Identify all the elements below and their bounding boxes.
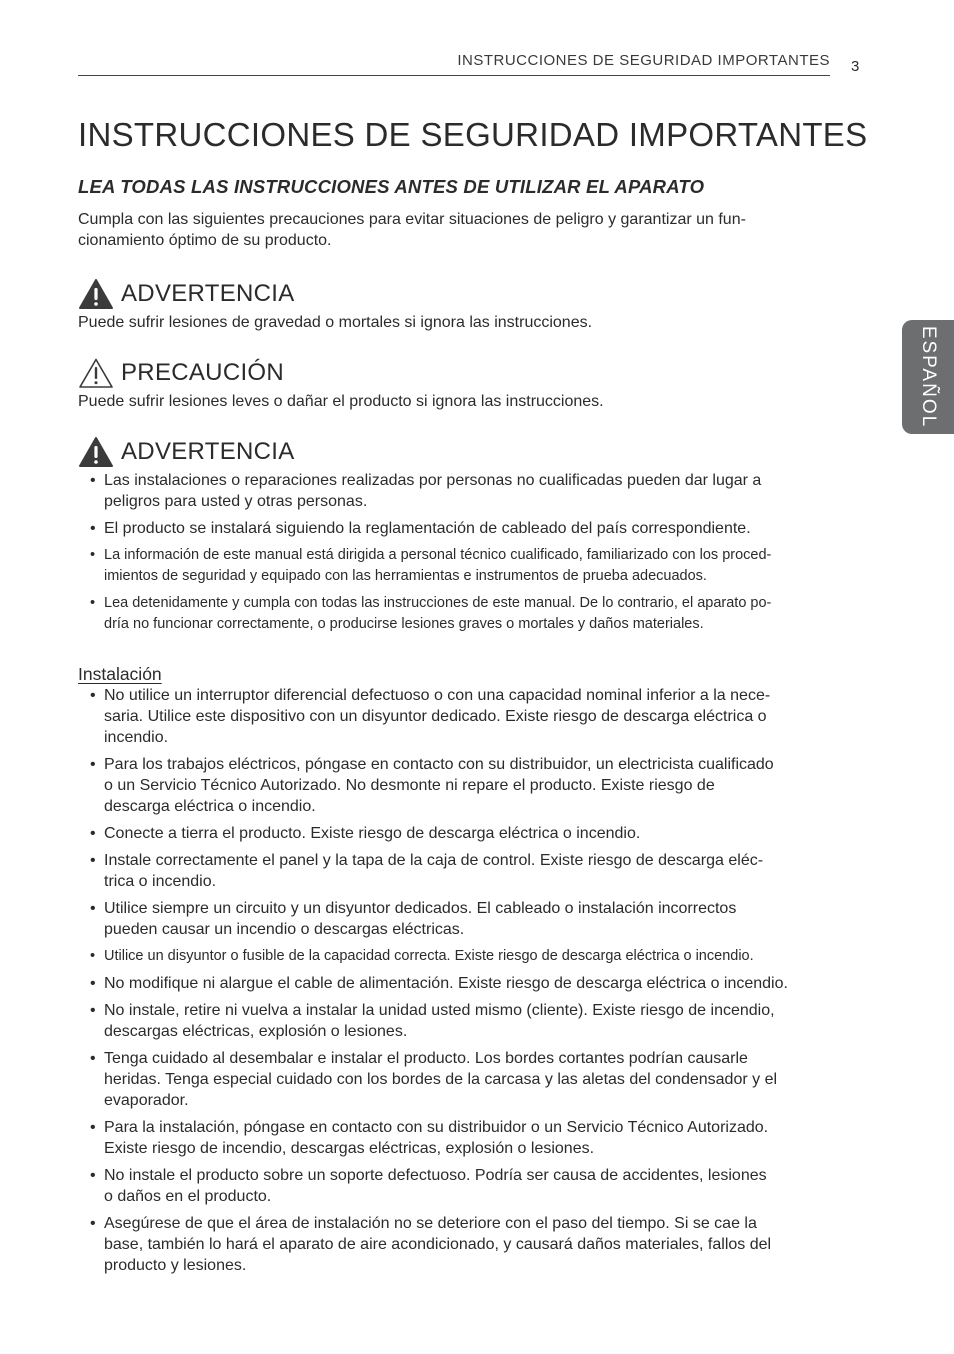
warning-filled-icon [78, 278, 114, 310]
list-item: • No modifique ni alargue el cable de alimentación. Existe riesgo de descarga eléctrica o incendio. [78, 973, 868, 994]
list-item: • Para los trabajos eléctricos, póngase en contacto con su distribuidor, un electricista cualificado o un Servicio Técnico Autorizado. No desmonte ni repare el producto. Existe riesgo de descarga eléctrica o incendio. [78, 754, 868, 817]
notice-caution-header [78, 357, 868, 389]
list-item: • El producto se instalará siguiendo la reglamentación de cableado del país correspondiente. [78, 518, 868, 539]
warning-list [78, 470, 868, 635]
notice-warning-header [78, 278, 868, 310]
list-item: • Utilice un disyuntor o fusible de la capacidad correcta. Existe riesgo de descarga eléctrica o incendio. [78, 946, 868, 967]
list-item: • Para la instalación, póngase en contacto con su distribuidor o un Servicio Técnico Autorizado. Existe riesgo de incendio, descargas eléctricas, explosión o lesiones. [78, 1117, 868, 1159]
list-item: • No instale, retire ni vuelva a instalar la unidad usted mismo (cliente). Existe riesgo de incendio, descargas eléctricas, explosión o lesiones. [78, 1000, 868, 1042]
notice-warning-desc: Puede sufrir lesiones de gravedad o mortales si ignora las instrucciones. [78, 314, 593, 331]
list-item: • Las instalaciones o reparaciones realizadas por personas no cualificadas pueden dar lugar a peligros para usted y otras personas. [78, 470, 868, 512]
warning-section-label: ADVERTENCIA [121, 438, 295, 465]
header-divider [78, 75, 830, 76]
intro-paragraph: Cumpla con las siguientes precauciones para evitar situaciones de peligro y garantizar un fun- cionamiento óptimo de su producto. [78, 211, 746, 249]
notice-warning-label: ADVERTENCIA [121, 280, 295, 307]
notice-caution-desc: Puede sufrir lesiones leves o dañar el producto si ignora las instrucciones. [78, 393, 604, 410]
warning-filled-icon [78, 436, 114, 468]
list-item: • Lea detenidamente y cumpla con todas las instrucciones de este manual. De lo contrario, el aparato po- dría no funcionar correctamente, o producirse lesiones graves o mortales y daños materiales. [78, 593, 868, 635]
list-item: • No instale el producto sobre un soporte defectuoso. Podría ser causa de accidentes, lesiones o daños en el producto. [78, 1165, 868, 1207]
installation-list [78, 685, 868, 1276]
caution-outline-icon [78, 357, 114, 389]
page-content [78, 112, 868, 1276]
warning-section-header [78, 436, 868, 468]
page-subtitle: LEA TODAS LAS INSTRUCCIONES ANTES DE UTILIZAR EL APARATO [78, 176, 705, 197]
page-title: INSTRUCCIONES DE SEGURIDAD IMPORTANTES [78, 116, 868, 153]
list-item: • Instale correctamente el panel y la tapa de la caja de control. Existe riesgo de descarga eléc- trica o incendio. [78, 850, 868, 892]
list-item: • La información de este manual está dirigida a personal técnico cualificado, familiarizado con los proced- imientos de seguridad y equipado con las herramientas e instrumentos de prueba adecuados. [78, 545, 868, 587]
page-number: 3 [851, 58, 860, 75]
list-item: • Conecte a tierra el producto. Existe riesgo de descarga eléctrica o incendio. [78, 823, 868, 844]
language-tab [902, 320, 954, 434]
list-item: • No utilice un interruptor diferencial defectuoso o con una capacidad nominal inferior a la nece- saria. Utilice este dispositivo con un disyuntor dedicado. Existe riesgo de descarga eléctrica o incendio. [78, 685, 868, 748]
language-tab-label: ESPAÑOL [918, 325, 939, 429]
running-header: INSTRUCCIONES DE SEGURIDAD IMPORTANTES [457, 52, 830, 69]
installation-heading: Instalación [78, 664, 162, 684]
list-item: • Asegúrese de que el área de instalación no se deteriore con el paso del tiempo. Si se cae la base, también lo hará el aparato de aire acondicionado, y causará daños materiales, fallos del producto y lesiones. [78, 1213, 868, 1276]
list-item: • Utilice siempre un circuito y un disyuntor dedicados. El cableado o instalación incorrectos pueden causar un incendio o descargas eléctricas. [78, 898, 868, 940]
list-item: • Tenga cuidado al desembalar e instalar el producto. Los bordes cortantes podrían causarle heridas. Tenga especial cuidado con los bordes de la carcasa y las aletas del condensador y el evaporador. [78, 1048, 868, 1111]
notice-caution-label: PRECAUCIÓN [121, 359, 285, 386]
